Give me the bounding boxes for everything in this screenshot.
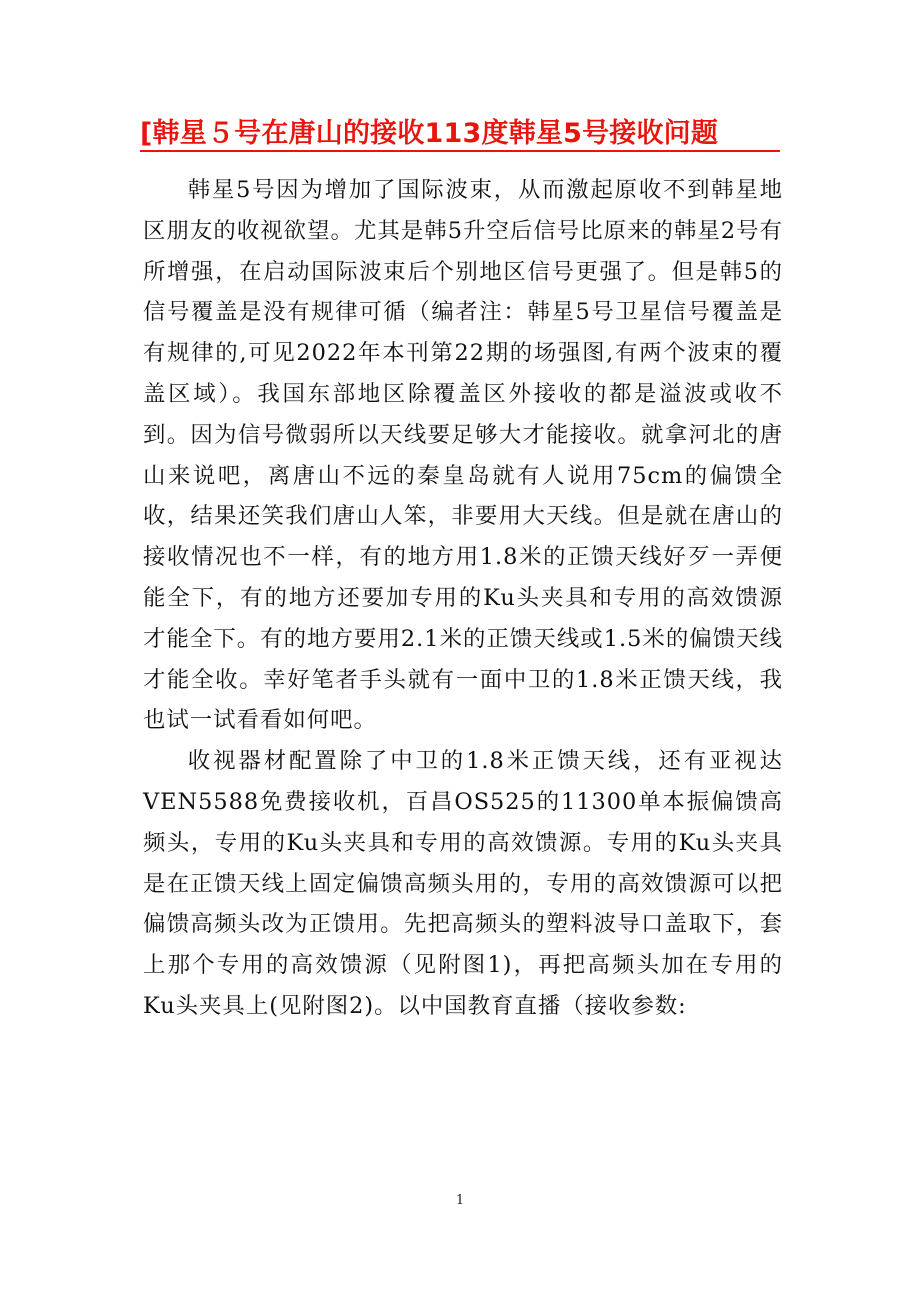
page-number: 1: [455, 1193, 465, 1208]
document-body: [143, 170, 783, 1027]
paragraph: 韩星5号因为增加了国际波束，从而激起原收不到韩星地区朋友的收视欲望。尤其是韩5升空后信号比原来的韩星2号有所增强，在启动国际波束后个别地区信号更强了。但是韩5的信号覆盖是没有规律可循（编者注：韩星5号卫星信号覆盖是有规律的,可见2022年本刊第22期的场强图,有两个波束的覆盖区域）。我国东部地区除覆盖区外接收的都是溢波或收不到。因为信号微弱所以天线要足够大才能接收。就拿河北的唐山来说吧，离唐山不远的秦皇岛就有人说用75cm的偏馈全收，结果还笑我们唐山人笨，非要用大天线。但是就在唐山的接收情况也不一样，有的地方用1.8米的正馈天线好歹一弄便能全下，有的地方还要加专用的Ku头夹具和专用的高效馈源才能全下。有的地方要用2.1米的正馈天线或1.5米的偏馈天线才能全收。幸好笔者手头就有一面中卫的1.8米正馈天线，我也试一试看看如何吧。: [143, 177, 783, 734]
document-title: [韩星５号在唐山的接收113度韩星5号接收问题: [140, 112, 780, 156]
paragraph: 收视器材配置除了中卫的1.8米正馈天线，还有亚视达VEN5588免费接收机，百昌OS525的11300单本振偏馈高频头，专用的Ku头夹具和专用的高效馈源。专用的Ku头夹具是在正馈天线上固定偏馈高频头用的，专用的高效馈源可以把偏馈高频头改为正馈用。先把高频头的塑料波导口盖取下，套上那个专用的高效馈源（见附图1)，再把高频头加在专用的Ku头夹具上(见附图2)。以中国教育直播（接收参数:: [143, 748, 783, 1019]
